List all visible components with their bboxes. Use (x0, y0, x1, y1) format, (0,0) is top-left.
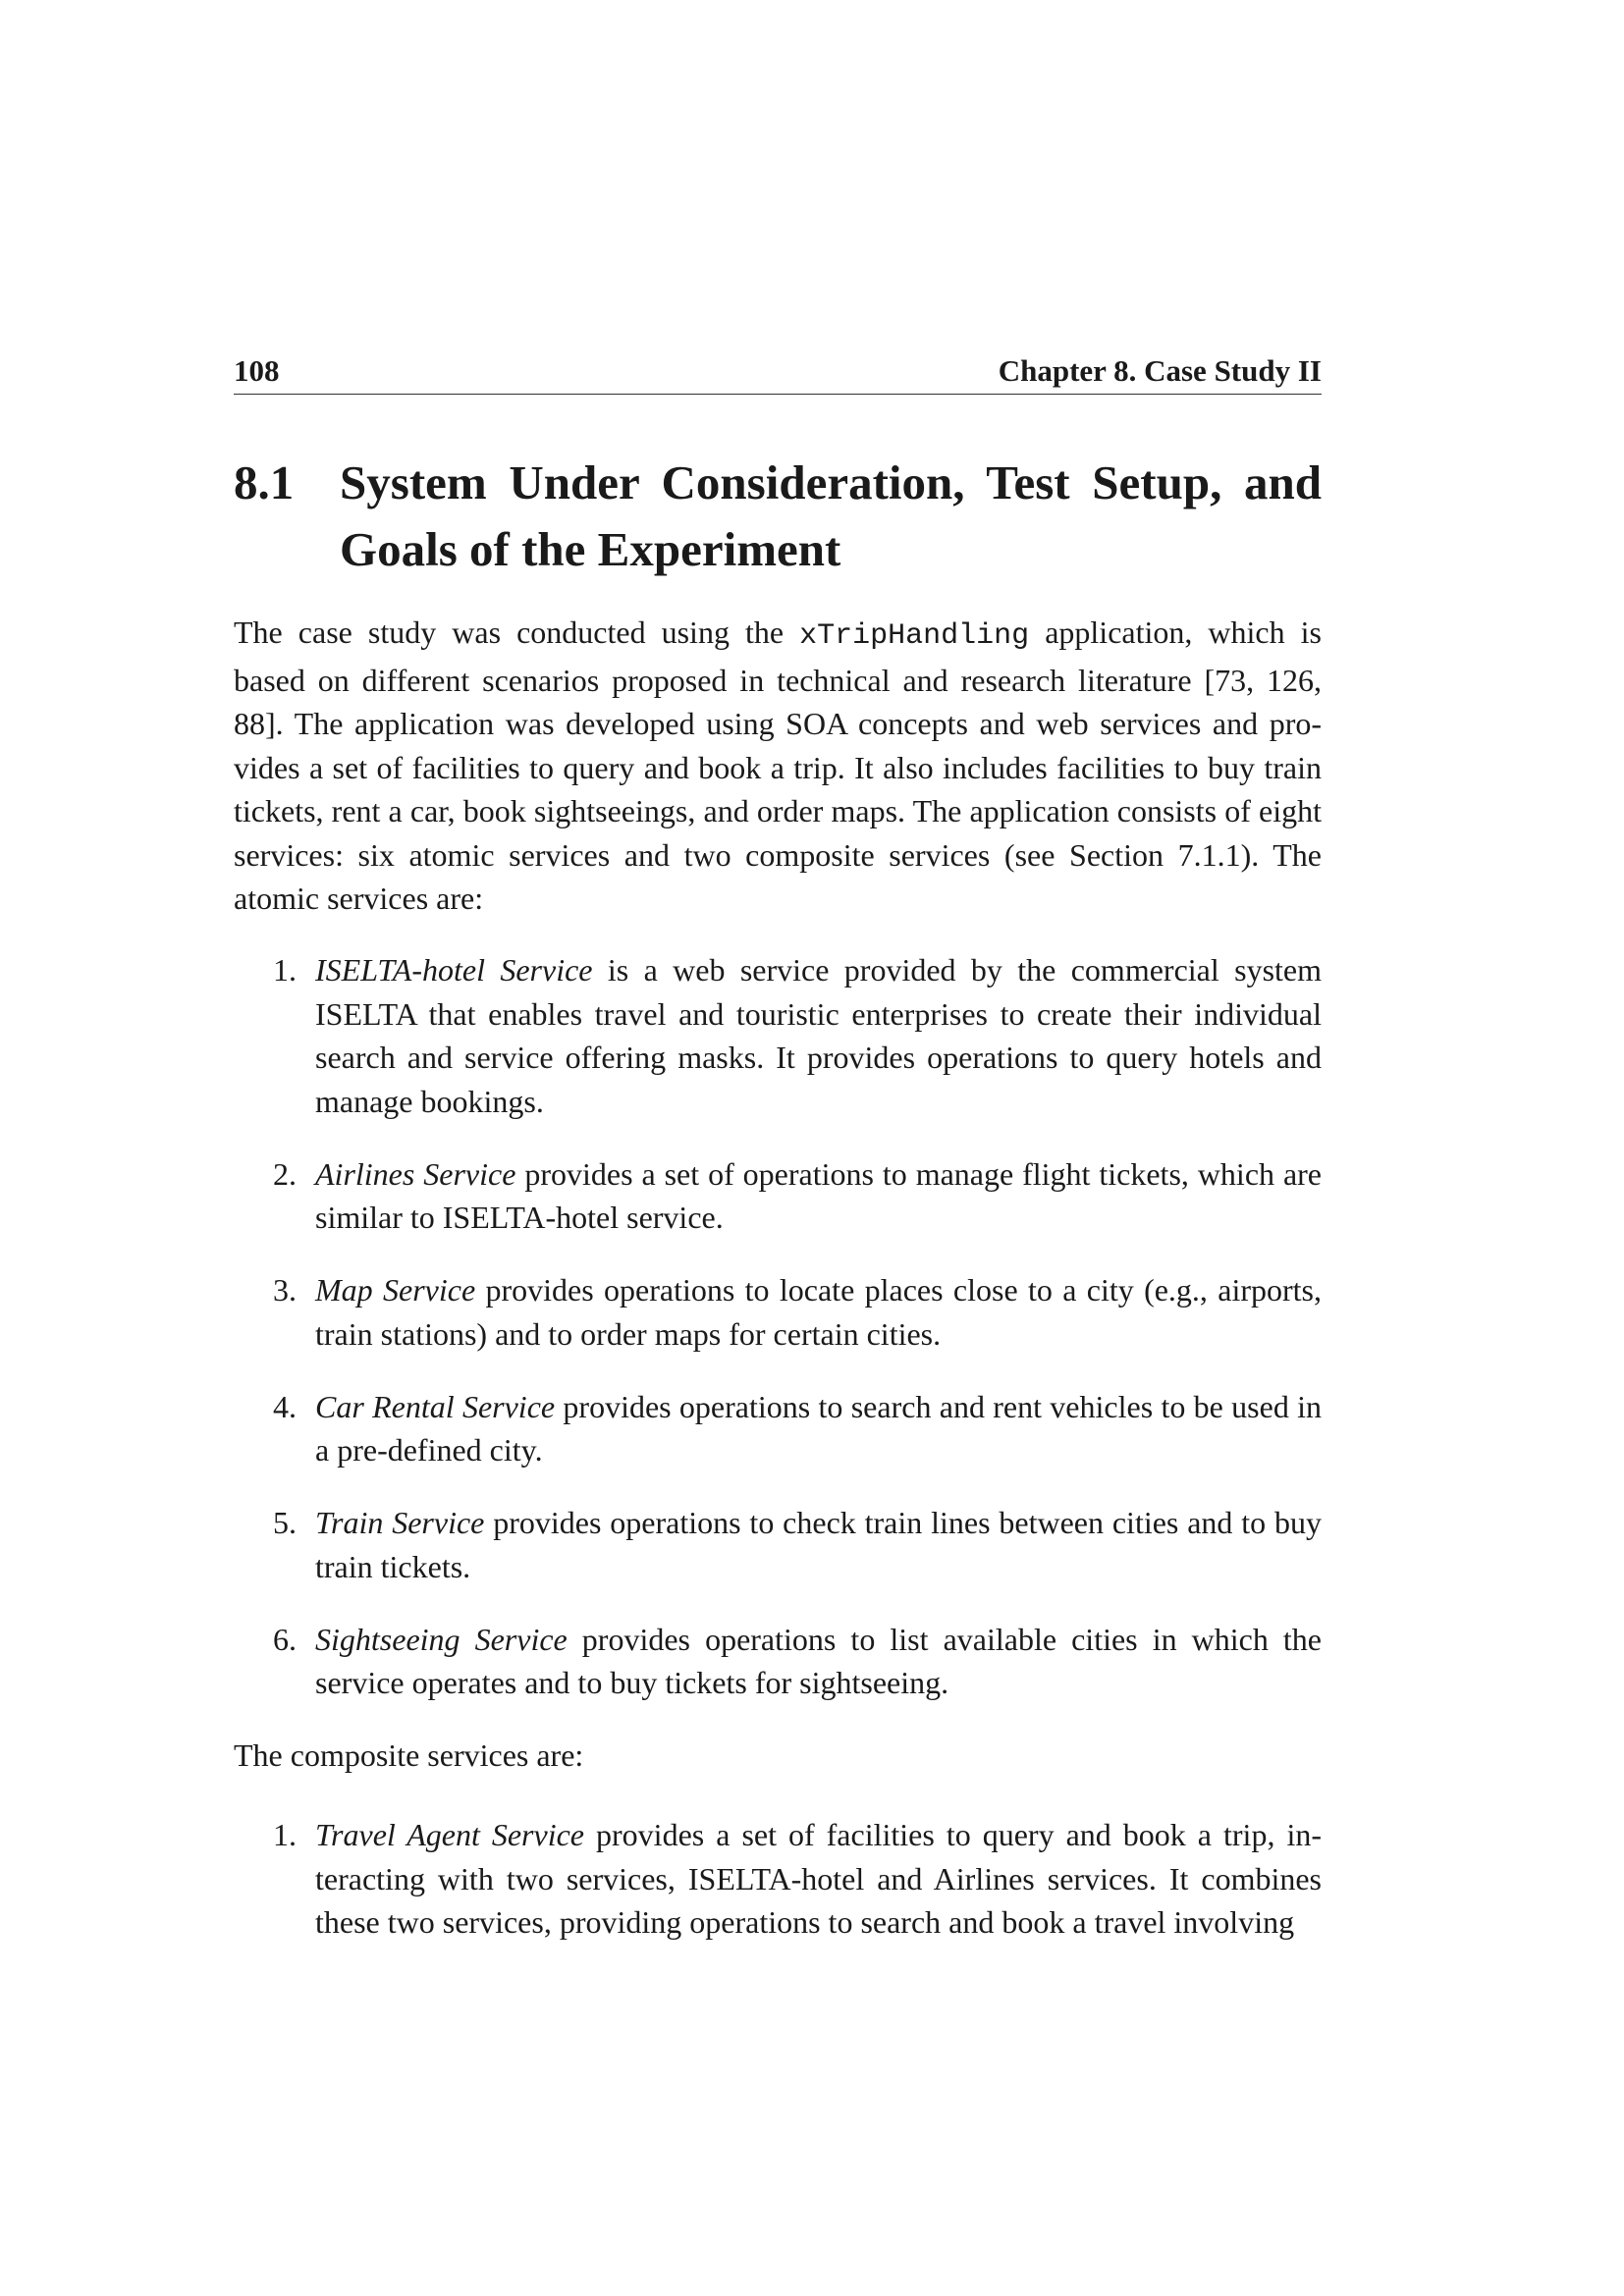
service-description: provides operations to locate places close to a city (e.g., airports, train stations) and to order maps for certain cities. (315, 1272, 1323, 1352)
service-name: Train Service (315, 1505, 485, 1540)
intro-text-start: The case study was conducted using the (234, 614, 800, 650)
service-name: Airlines Service (315, 1155, 516, 1192)
section-heading (234, 450, 1322, 583)
item-number: 1. (273, 1817, 297, 1852)
list-item (234, 1385, 1322, 1472)
list-item (234, 1501, 1322, 1588)
list-item (234, 948, 1322, 1123)
composite-services-list (234, 1813, 1322, 1973)
item-number: 5. (273, 1505, 297, 1540)
section-title: System Under Consideration, Test Setup, and Goals of the Experiment (340, 455, 1322, 576)
intro-text-end: application, which is based on different scenarios proposed in technical and research literature [73, 126, 88]. The application was developed using SOA concepts and web services and provides a set of facilities to query and book a trip. It also includes facilities to buy train tickets, rent a car, book sightseeings, and order maps. The application consists of eight services: six atomic services and two composite services (see Section 7.1.1). The atomic services are: (234, 614, 1323, 916)
item-number: 1. (273, 952, 297, 988)
list-item (234, 1813, 1322, 1945)
item-number: 4. (273, 1388, 297, 1424)
service-name: Sightseeing Service (315, 1621, 568, 1657)
service-description: provides operations to check train lines between cities and to buy train tickets. (315, 1505, 1323, 1584)
service-name: Car Rental Service (315, 1388, 556, 1424)
composite-intro: The composite services are: (234, 1737, 584, 1773)
item-number: 6. (273, 1621, 297, 1657)
service-description: provides a set of operations to manage flight tickets, which are similar to ISELTA-hotel service. (315, 1155, 1323, 1235)
list-item (234, 1618, 1322, 1705)
running-header (234, 351, 1322, 395)
page-number: 108 (234, 353, 280, 388)
service-name: Travel Agent Service (315, 1817, 585, 1852)
item-number: 3. (273, 1272, 297, 1308)
list-item (234, 1268, 1322, 1356)
service-name: Map Service (315, 1272, 476, 1308)
item-number: 2. (273, 1155, 297, 1192)
chapter-title: Chapter 8. Case Study II (998, 353, 1322, 388)
service-description: provides operations to search and rent vehicles to be used in a pre-defined city. (315, 1388, 1323, 1468)
service-description: provides a set of facilities to query and book a trip, interacting with two services, ISELTA-hotel and Airlines services. It combines these two services, providing operations to search and book a travel involving (315, 1817, 1323, 1940)
code-app-name: xTripHandling (799, 619, 1030, 653)
service-name: ISELTA-hotel Service (315, 952, 593, 988)
list-item (234, 1152, 1322, 1240)
intro-paragraph (234, 611, 1322, 921)
atomic-services-list (234, 948, 1322, 1734)
service-description: provides operations to list available cities in which the service operates and to buy tickets for sightseeing. (315, 1621, 1323, 1700)
service-description: is a web service provided by the commercial system ISELTA that enables travel and touristic enterprises to create their individual search and service offering masks. It provides operations to query hotels and manage bookings. (315, 952, 1323, 1119)
section-number: 8.1 (234, 455, 295, 509)
